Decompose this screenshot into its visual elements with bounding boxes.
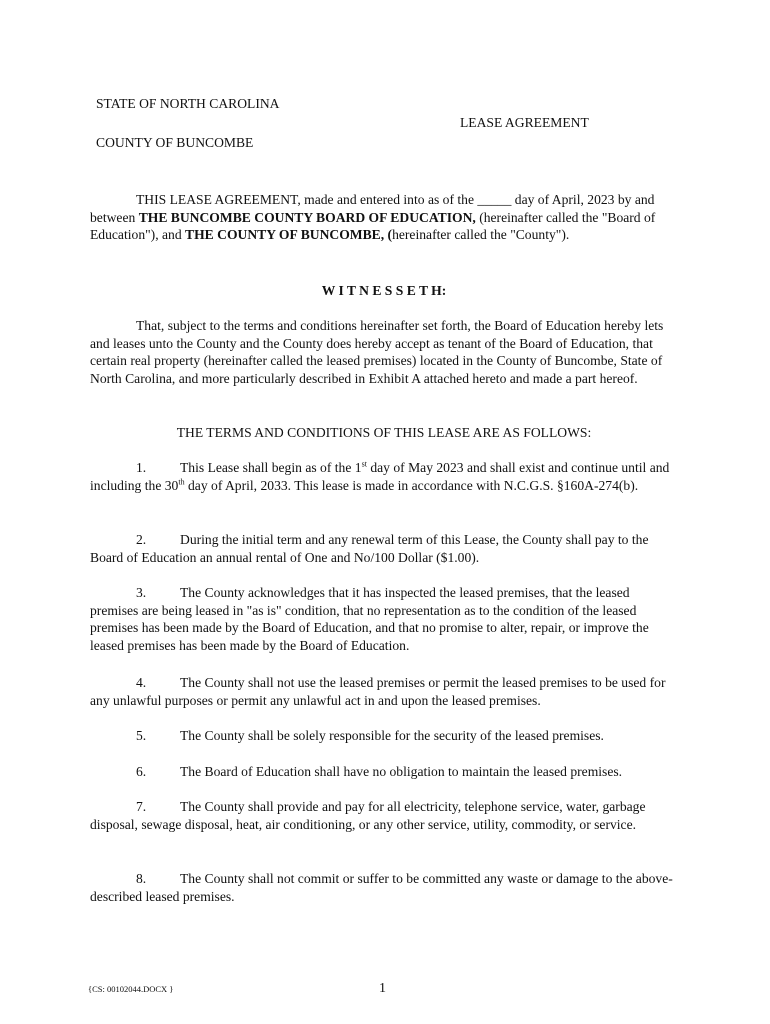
term-text: The County shall not use the leased premises or permit the leased premises to be used for any unlawful purposes or permit any unlawful act in and upon the leased premises.: [90, 675, 666, 708]
ordinal-suffix: st: [361, 459, 367, 469]
term-number: 1.: [136, 460, 147, 475]
term-7: [90, 798, 678, 833]
term-4: [90, 674, 678, 709]
term-text: This Lease shall begin as of the 1: [180, 460, 362, 475]
document-reference: {CS: 00102044.DOCX }: [88, 984, 174, 994]
ordinal-suffix: th: [178, 477, 185, 487]
term-number: 2.: [136, 532, 147, 547]
terms-heading: THE TERMS AND CONDITIONS OF THIS LEASE ARE AS FOLLOWS:: [176, 425, 592, 440]
witnesseth-text: W I T N E S S E T H:: [321, 283, 447, 298]
term-5: [90, 727, 678, 745]
term-6: [90, 763, 678, 781]
term-text: During the initial term and any renewal term of this Lease, the County shall pay to the Board of Education an annual rental of One and No/100 Dollar ($1.00).: [90, 532, 649, 565]
term-8: [90, 870, 678, 905]
term-number: 4.: [136, 675, 147, 690]
term-number: 5.: [136, 728, 147, 743]
state-heading: STATE OF NORTH CAROLINA: [96, 96, 280, 111]
intro-text-3: hereinafter called the "County").: [392, 227, 570, 243]
term-number: 3.: [136, 585, 147, 600]
term-text: day of April, 2033. This lease is made in accordance with N.C.G.S. §160A-274(b).: [184, 477, 639, 493]
term-number: 7.: [136, 799, 147, 814]
term-text: The County shall be solely responsible for the security of the leased premises.: [180, 728, 604, 743]
page-number: 1: [379, 981, 386, 996]
intro-text-1: THIS LEASE AGREEMENT, made and entered into as of the _____ day of April, 2023 by and between: [90, 192, 655, 225]
party-county: THE COUNTY OF BUNCOMBE, (: [185, 227, 393, 243]
recital-paragraph: That, subject to the terms and conditions hereinafter set forth, the Board of Education hereby lets and leases unto the County and the County does hereby accept as tenant of the Board of Education, that certain real property (hereinafter called the leased premises) located in the County of Buncombe, State of North Carolina, and more particularly described in Exhibit A attached hereto and made a part hereof.: [90, 318, 664, 387]
intro-paragraph: [90, 191, 678, 244]
document-title: LEASE AGREEMENT: [460, 115, 589, 130]
term-text: The County shall not commit or suffer to be committed any waste or damage to the above-described leased premises.: [90, 871, 673, 904]
term-number: 6.: [136, 764, 147, 779]
intro-text-2: (hereinafter called the "Board of Education"), and: [90, 209, 656, 243]
party-board: THE BUNCOMBE COUNTY BOARD OF EDUCATION,: [138, 209, 476, 225]
term-text: The Board of Education shall have no obligation to maintain the leased premises.: [180, 764, 623, 779]
term-text: The County shall provide and pay for all electricity, telephone service, water, garbage disposal, sewage disposal, heat, air conditioning, or any other service, utility, commodity, or service.: [90, 799, 646, 832]
term-text: day of May 2023 and shall exist and continue until and including the 30: [90, 460, 670, 493]
county-heading: COUNTY OF BUNCOMBE: [96, 135, 254, 150]
term-3: [90, 584, 678, 655]
term-text: The County acknowledges that it has inspected the leased premises, that the leased premises are being leased in "as is" condition, that no representation as to the condition of the leased premises has been made by the Board of Education, and that no promise to alter, repair, or improve the leased premises has been made by the Board of Education.: [90, 585, 649, 654]
term-1: [90, 459, 678, 494]
witnesseth-heading: [90, 282, 678, 300]
term-2: [90, 531, 678, 566]
term-number: 8.: [136, 871, 147, 886]
